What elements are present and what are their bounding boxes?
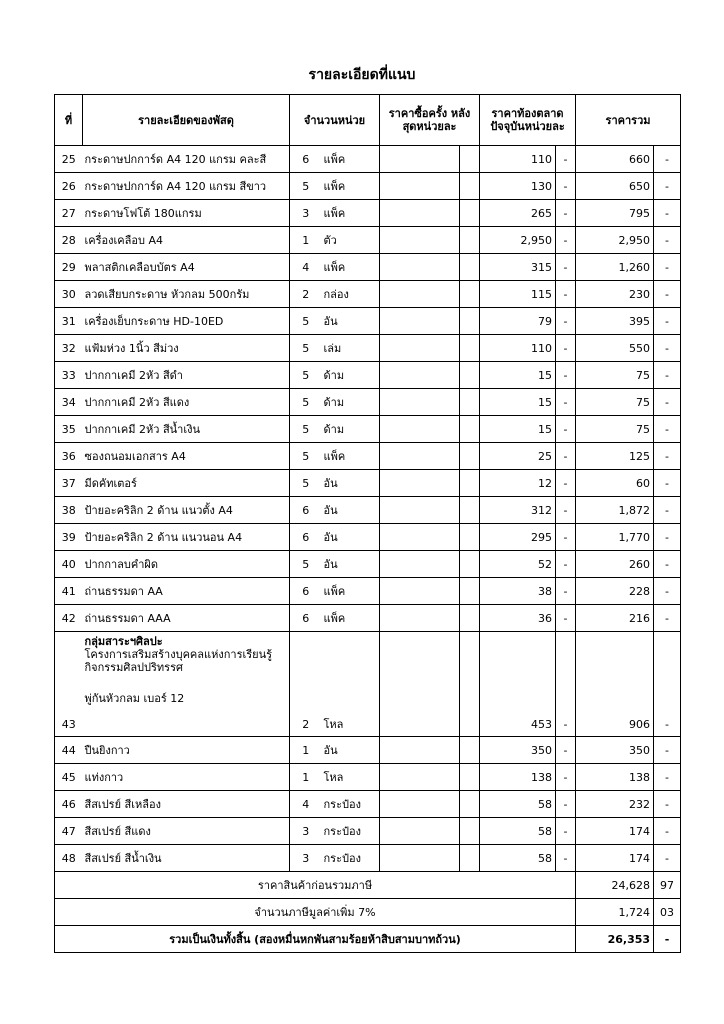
table-row bbox=[55, 335, 681, 362]
row-total-sat: - bbox=[654, 254, 681, 281]
row-total-sat: - bbox=[654, 845, 681, 872]
vat-satang: 03 bbox=[654, 899, 681, 926]
row-total: 1,260 bbox=[576, 254, 654, 281]
row-last-price bbox=[380, 845, 460, 872]
table-row bbox=[55, 362, 681, 389]
row-desc: ถ่านธรรมดา AAA bbox=[83, 605, 290, 632]
row-no: 47 bbox=[55, 818, 83, 845]
group-cell bbox=[83, 632, 290, 737]
row-total: 75 bbox=[576, 362, 654, 389]
row-last-price bbox=[380, 605, 460, 632]
row-unit: แพ็ค bbox=[322, 146, 380, 173]
table-row bbox=[55, 389, 681, 416]
row-unit: อัน bbox=[322, 737, 380, 764]
row-unit: อัน bbox=[322, 308, 380, 335]
row-last-price bbox=[380, 416, 460, 443]
row-price-sat: - bbox=[556, 416, 576, 443]
row-desc: แท่งกาว bbox=[83, 764, 290, 791]
header-desc: รายละเอียดของพัสดุ bbox=[83, 95, 290, 146]
row-qty: 6 bbox=[290, 497, 322, 524]
row-unit: เล่ม bbox=[322, 335, 380, 362]
row-price: 138 bbox=[480, 764, 556, 791]
row-total: 2,950 bbox=[576, 227, 654, 254]
row-total-sat: - bbox=[654, 443, 681, 470]
row-total-sat: - bbox=[654, 335, 681, 362]
subtotal-label: ราคาสินค้าก่อนรวมภาษี bbox=[55, 872, 576, 899]
row-qty: 6 bbox=[290, 146, 322, 173]
row-price: 58 bbox=[480, 845, 556, 872]
row-last-price bbox=[380, 524, 460, 551]
row-total-sat: - bbox=[654, 551, 681, 578]
row-qty: 5 bbox=[290, 389, 322, 416]
row-price-sat: - bbox=[556, 845, 576, 872]
grand-total-row bbox=[55, 926, 681, 953]
row-total-sat: - bbox=[654, 524, 681, 551]
row-price-sat: - bbox=[556, 551, 576, 578]
row-last-price bbox=[380, 737, 460, 764]
row-desc: พู่กันหัวกลม เบอร์ 12 bbox=[84, 692, 185, 705]
row-price: 38 bbox=[480, 578, 556, 605]
row-price: 265 bbox=[480, 200, 556, 227]
row-last-price-sat bbox=[460, 578, 480, 605]
row-last-price bbox=[380, 443, 460, 470]
row-last-price-sat bbox=[460, 791, 480, 818]
row-last-price bbox=[380, 200, 460, 227]
row-price: 15 bbox=[480, 389, 556, 416]
row-total: 125 bbox=[576, 443, 654, 470]
row-price-sat: - bbox=[556, 632, 576, 737]
row-total: 660 bbox=[576, 146, 654, 173]
row-total: 60 bbox=[576, 470, 654, 497]
row-price-sat: - bbox=[556, 737, 576, 764]
table-row bbox=[55, 605, 681, 632]
subtotal-satang: 97 bbox=[654, 872, 681, 899]
row-desc: เครื่องเคลือบ A4 bbox=[83, 227, 290, 254]
row-last-price-sat bbox=[460, 605, 480, 632]
row-price: 295 bbox=[480, 524, 556, 551]
row-total-sat: - bbox=[654, 389, 681, 416]
table-body-b bbox=[55, 737, 681, 872]
row-qty: 5 bbox=[290, 416, 322, 443]
row-total-sat: - bbox=[654, 281, 681, 308]
row-desc: สีสเปรย์ สีเหลือง bbox=[83, 791, 290, 818]
row-qty: 2 bbox=[290, 281, 322, 308]
row-price: 130 bbox=[480, 173, 556, 200]
table-row bbox=[55, 227, 681, 254]
table-row bbox=[55, 524, 681, 551]
row-qty: 3 bbox=[290, 845, 322, 872]
row-no: 45 bbox=[55, 764, 83, 791]
row-no: 42 bbox=[55, 605, 83, 632]
grand-total-value: 26,353 bbox=[576, 926, 654, 953]
row-price: 315 bbox=[480, 254, 556, 281]
row-last-price bbox=[380, 335, 460, 362]
table-row bbox=[55, 764, 681, 791]
row-desc: ลวดเสียบกระดาษ หัวกลม 500กรัม bbox=[83, 281, 290, 308]
row-no: 26 bbox=[55, 173, 83, 200]
row-total: 75 bbox=[576, 416, 654, 443]
row-last-price-sat bbox=[460, 818, 480, 845]
row-unit: แพ็ค bbox=[322, 173, 380, 200]
row-no: 25 bbox=[55, 146, 83, 173]
row-last-price bbox=[380, 818, 460, 845]
row-no: 36 bbox=[55, 443, 83, 470]
row-price-sat: - bbox=[556, 362, 576, 389]
row-last-price bbox=[380, 470, 460, 497]
row-total: 350 bbox=[576, 737, 654, 764]
row-last-price bbox=[380, 578, 460, 605]
row-total-sat: - bbox=[654, 470, 681, 497]
vat-label: จำนวนภาษีมูลค่าเพิ่ม 7% bbox=[55, 899, 576, 926]
row-price-sat: - bbox=[556, 524, 576, 551]
table-row bbox=[55, 632, 681, 737]
row-price: 36 bbox=[480, 605, 556, 632]
row-total: 550 bbox=[576, 335, 654, 362]
row-unit: ด้าม bbox=[322, 389, 380, 416]
row-qty: 4 bbox=[290, 791, 322, 818]
row-no: 39 bbox=[55, 524, 83, 551]
row-price-sat: - bbox=[556, 281, 576, 308]
row-price-sat: - bbox=[556, 308, 576, 335]
row-desc: ปากกาเคมี 2หัว สีน้ำเงิน bbox=[83, 416, 290, 443]
row-qty: 2 bbox=[290, 632, 322, 737]
table-row bbox=[55, 443, 681, 470]
header-market-price: ราคาท้องตลาด ปัจจุบันหน่วยละ bbox=[480, 95, 576, 146]
row-last-price-sat bbox=[460, 308, 480, 335]
row-total-sat: - bbox=[654, 362, 681, 389]
row-unit: กระป๋อง bbox=[322, 791, 380, 818]
row-unit: อัน bbox=[322, 524, 380, 551]
table-row bbox=[55, 497, 681, 524]
table-body-a bbox=[55, 146, 681, 632]
row-last-price bbox=[380, 764, 460, 791]
row-no: 34 bbox=[55, 389, 83, 416]
row-price: 453 bbox=[480, 632, 556, 737]
table-row bbox=[55, 146, 681, 173]
vat-row bbox=[55, 899, 681, 926]
row-desc: ปากกาเคมี 2หัว สีแดง bbox=[83, 389, 290, 416]
row-total-sat: - bbox=[654, 818, 681, 845]
row-unit: ตัว bbox=[322, 227, 380, 254]
row-desc: แฟ้มห่วง 1นิ้ว สีม่วง bbox=[83, 335, 290, 362]
row-total: 650 bbox=[576, 173, 654, 200]
row-no: 28 bbox=[55, 227, 83, 254]
row-no: 40 bbox=[55, 551, 83, 578]
row-no: 38 bbox=[55, 497, 83, 524]
row-total: 1,872 bbox=[576, 497, 654, 524]
row-total: 1,770 bbox=[576, 524, 654, 551]
table-body-group bbox=[55, 632, 681, 737]
row-total-sat: - bbox=[654, 737, 681, 764]
row-total-sat: - bbox=[654, 497, 681, 524]
row-unit: อัน bbox=[322, 470, 380, 497]
header-last-price: ราคาซื้อครั้ง หลังสุดหน่วยละ bbox=[380, 95, 480, 146]
items-table bbox=[54, 94, 681, 953]
row-desc: ปากกาลบคำผิด bbox=[83, 551, 290, 578]
table-row bbox=[55, 416, 681, 443]
group-heading: กลุ่มสาระฯศิลปะ bbox=[84, 635, 163, 648]
row-last-price bbox=[380, 791, 460, 818]
table-row bbox=[55, 737, 681, 764]
row-total: 795 bbox=[576, 200, 654, 227]
row-last-price bbox=[380, 254, 460, 281]
row-price-sat: - bbox=[556, 497, 576, 524]
table-row bbox=[55, 308, 681, 335]
row-total-sat: - bbox=[654, 200, 681, 227]
row-price: 25 bbox=[480, 443, 556, 470]
row-total-sat: - bbox=[654, 632, 681, 737]
table-row bbox=[55, 200, 681, 227]
row-price: 2,950 bbox=[480, 227, 556, 254]
row-last-price-sat bbox=[460, 254, 480, 281]
row-last-price-sat bbox=[460, 362, 480, 389]
row-no: 44 bbox=[55, 737, 83, 764]
row-no: 29 bbox=[55, 254, 83, 281]
row-qty: 5 bbox=[290, 443, 322, 470]
row-unit: กระป๋อง bbox=[322, 818, 380, 845]
row-last-price-sat bbox=[460, 845, 480, 872]
row-last-price bbox=[380, 389, 460, 416]
row-last-price bbox=[380, 308, 460, 335]
row-total: 232 bbox=[576, 791, 654, 818]
row-desc: ถ่านธรรมดา AA bbox=[83, 578, 290, 605]
row-price: 15 bbox=[480, 362, 556, 389]
row-unit: อัน bbox=[322, 497, 380, 524]
row-price-sat: - bbox=[556, 443, 576, 470]
row-total: 906 bbox=[576, 632, 654, 737]
row-price: 58 bbox=[480, 818, 556, 845]
row-desc: สีสเปรย์ สีน้ำเงิน bbox=[83, 845, 290, 872]
row-price: 79 bbox=[480, 308, 556, 335]
row-total: 138 bbox=[576, 764, 654, 791]
row-price-sat: - bbox=[556, 335, 576, 362]
row-desc: เครื่องเย็บกระดาษ HD-10ED bbox=[83, 308, 290, 335]
row-total-sat: - bbox=[654, 764, 681, 791]
subtotal-value: 24,628 bbox=[576, 872, 654, 899]
row-desc: ปากกาเคมี 2หัว สีดำ bbox=[83, 362, 290, 389]
row-unit: ด้าม bbox=[322, 362, 380, 389]
row-last-price-sat bbox=[460, 416, 480, 443]
row-total-sat: - bbox=[654, 173, 681, 200]
row-total: 174 bbox=[576, 818, 654, 845]
row-qty: 4 bbox=[290, 254, 322, 281]
row-qty: 3 bbox=[290, 200, 322, 227]
row-total-sat: - bbox=[654, 605, 681, 632]
row-price: 12 bbox=[480, 470, 556, 497]
row-no: 30 bbox=[55, 281, 83, 308]
group-activity: กิจกรรมศิลปปริทรรศ bbox=[84, 661, 183, 674]
row-last-price bbox=[380, 362, 460, 389]
grand-total-label: รวมเป็นเงินทั้งสิ้น (สองหมื่นหกพันสามร้อยห้าสิบสามบาทถ้วน) bbox=[55, 926, 576, 953]
row-price: 58 bbox=[480, 791, 556, 818]
table-row bbox=[55, 173, 681, 200]
row-last-price-sat bbox=[460, 443, 480, 470]
row-last-price-sat bbox=[460, 227, 480, 254]
row-price-sat: - bbox=[556, 470, 576, 497]
table-summary bbox=[55, 872, 681, 953]
row-total-sat: - bbox=[654, 308, 681, 335]
row-last-price-sat bbox=[460, 173, 480, 200]
row-qty: 5 bbox=[290, 335, 322, 362]
row-price-sat: - bbox=[556, 818, 576, 845]
row-unit: กระป๋อง bbox=[322, 845, 380, 872]
vat-value: 1,724 bbox=[576, 899, 654, 926]
table-row bbox=[55, 254, 681, 281]
row-last-price bbox=[380, 173, 460, 200]
row-unit: แพ็ค bbox=[322, 605, 380, 632]
row-unit: โหล bbox=[322, 764, 380, 791]
row-total: 230 bbox=[576, 281, 654, 308]
row-last-price-sat bbox=[460, 200, 480, 227]
row-desc: สีสเปรย์ สีแดง bbox=[83, 818, 290, 845]
row-unit: อัน bbox=[322, 551, 380, 578]
row-total-sat: - bbox=[654, 416, 681, 443]
row-price: 110 bbox=[480, 335, 556, 362]
row-qty: 1 bbox=[290, 764, 322, 791]
row-last-price bbox=[380, 632, 460, 737]
row-price-sat: - bbox=[556, 605, 576, 632]
row-qty: 5 bbox=[290, 470, 322, 497]
row-total: 216 bbox=[576, 605, 654, 632]
row-price: 52 bbox=[480, 551, 556, 578]
row-total-sat: - bbox=[654, 146, 681, 173]
row-price-sat: - bbox=[556, 764, 576, 791]
row-no: 35 bbox=[55, 416, 83, 443]
row-last-price bbox=[380, 227, 460, 254]
table-header-row bbox=[55, 95, 681, 146]
row-price: 15 bbox=[480, 416, 556, 443]
row-total-sat: - bbox=[654, 578, 681, 605]
row-last-price-sat bbox=[460, 470, 480, 497]
row-qty: 5 bbox=[290, 173, 322, 200]
row-last-price-sat bbox=[460, 764, 480, 791]
row-price-sat: - bbox=[556, 578, 576, 605]
row-no: 43 bbox=[55, 632, 83, 737]
row-desc: กระดาษโฟโต้ 180แกรม bbox=[83, 200, 290, 227]
row-desc: กระดาษปกการ์ด A4 120 แกรม สีขาว bbox=[83, 173, 290, 200]
subtotal-row bbox=[55, 872, 681, 899]
row-price-sat: - bbox=[556, 254, 576, 281]
row-last-price-sat bbox=[460, 551, 480, 578]
row-total-sat: - bbox=[654, 791, 681, 818]
row-last-price-sat bbox=[460, 497, 480, 524]
row-last-price-sat bbox=[460, 146, 480, 173]
row-desc: ป้ายอะคริลิก 2 ด้าน แนวตั้ง A4 bbox=[83, 497, 290, 524]
row-desc: ปืนยิงกาว bbox=[83, 737, 290, 764]
row-price: 312 bbox=[480, 497, 556, 524]
table-row bbox=[55, 578, 681, 605]
row-price-sat: - bbox=[556, 227, 576, 254]
row-total: 75 bbox=[576, 389, 654, 416]
row-qty: 6 bbox=[290, 605, 322, 632]
row-price-sat: - bbox=[556, 146, 576, 173]
row-total: 395 bbox=[576, 308, 654, 335]
row-last-price-sat bbox=[460, 737, 480, 764]
row-no: 27 bbox=[55, 200, 83, 227]
row-price-sat: - bbox=[556, 200, 576, 227]
row-unit: แพ็ค bbox=[322, 200, 380, 227]
row-unit: ด้าม bbox=[322, 416, 380, 443]
row-last-price-sat bbox=[460, 524, 480, 551]
row-last-price-sat bbox=[460, 389, 480, 416]
row-desc: มีดคัทเตอร์ bbox=[83, 470, 290, 497]
row-desc: ซองถนอมเอกสาร A4 bbox=[83, 443, 290, 470]
row-price-sat: - bbox=[556, 389, 576, 416]
row-qty: 6 bbox=[290, 524, 322, 551]
row-no: 46 bbox=[55, 791, 83, 818]
row-total: 174 bbox=[576, 845, 654, 872]
table-row bbox=[55, 791, 681, 818]
table-row bbox=[55, 470, 681, 497]
row-last-price-sat bbox=[460, 632, 480, 737]
row-qty: 1 bbox=[290, 227, 322, 254]
row-qty: 1 bbox=[290, 737, 322, 764]
row-last-price bbox=[380, 281, 460, 308]
row-total: 260 bbox=[576, 551, 654, 578]
row-last-price bbox=[380, 497, 460, 524]
row-total: 228 bbox=[576, 578, 654, 605]
table-row bbox=[55, 281, 681, 308]
row-unit: แพ็ค bbox=[322, 578, 380, 605]
row-desc: กระดาษปกการ์ด A4 120 แกรม คละสี bbox=[83, 146, 290, 173]
header-no: ที่ bbox=[55, 95, 83, 146]
row-last-price bbox=[380, 146, 460, 173]
row-price-sat: - bbox=[556, 791, 576, 818]
row-no: 32 bbox=[55, 335, 83, 362]
page-title: รายละเอียดที่แนบ bbox=[308, 67, 416, 83]
row-unit: แพ็ค bbox=[322, 443, 380, 470]
row-last-price-sat bbox=[460, 335, 480, 362]
row-no: 41 bbox=[55, 578, 83, 605]
row-qty: 5 bbox=[290, 551, 322, 578]
row-qty: 6 bbox=[290, 578, 322, 605]
group-project: โครงการเสริมสร้างบุคคลแห่งการเรียนรู้ bbox=[84, 648, 273, 661]
row-no: 31 bbox=[55, 308, 83, 335]
row-no: 37 bbox=[55, 470, 83, 497]
row-unit: โหล bbox=[322, 632, 380, 737]
row-no: 33 bbox=[55, 362, 83, 389]
row-price-sat: - bbox=[556, 173, 576, 200]
table-row bbox=[55, 845, 681, 872]
row-price: 110 bbox=[480, 146, 556, 173]
header-qty: จำนวนหน่วย bbox=[290, 95, 380, 146]
table-row bbox=[55, 551, 681, 578]
row-unit: กล่อง bbox=[322, 281, 380, 308]
row-total-sat: - bbox=[654, 227, 681, 254]
header-total: ราคารวม bbox=[576, 95, 681, 146]
row-no: 48 bbox=[55, 845, 83, 872]
row-desc: ป้ายอะคริลิก 2 ด้าน แนวนอน A4 bbox=[83, 524, 290, 551]
row-qty: 3 bbox=[290, 818, 322, 845]
table-row bbox=[55, 818, 681, 845]
row-price: 115 bbox=[480, 281, 556, 308]
row-desc: พลาสติกเคลือบบัตร A4 bbox=[83, 254, 290, 281]
row-last-price bbox=[380, 551, 460, 578]
row-last-price-sat bbox=[460, 281, 480, 308]
row-unit: แพ็ค bbox=[322, 254, 380, 281]
row-qty: 5 bbox=[290, 362, 322, 389]
row-qty: 5 bbox=[290, 308, 322, 335]
grand-total-satang: - bbox=[654, 926, 681, 953]
row-price: 350 bbox=[480, 737, 556, 764]
